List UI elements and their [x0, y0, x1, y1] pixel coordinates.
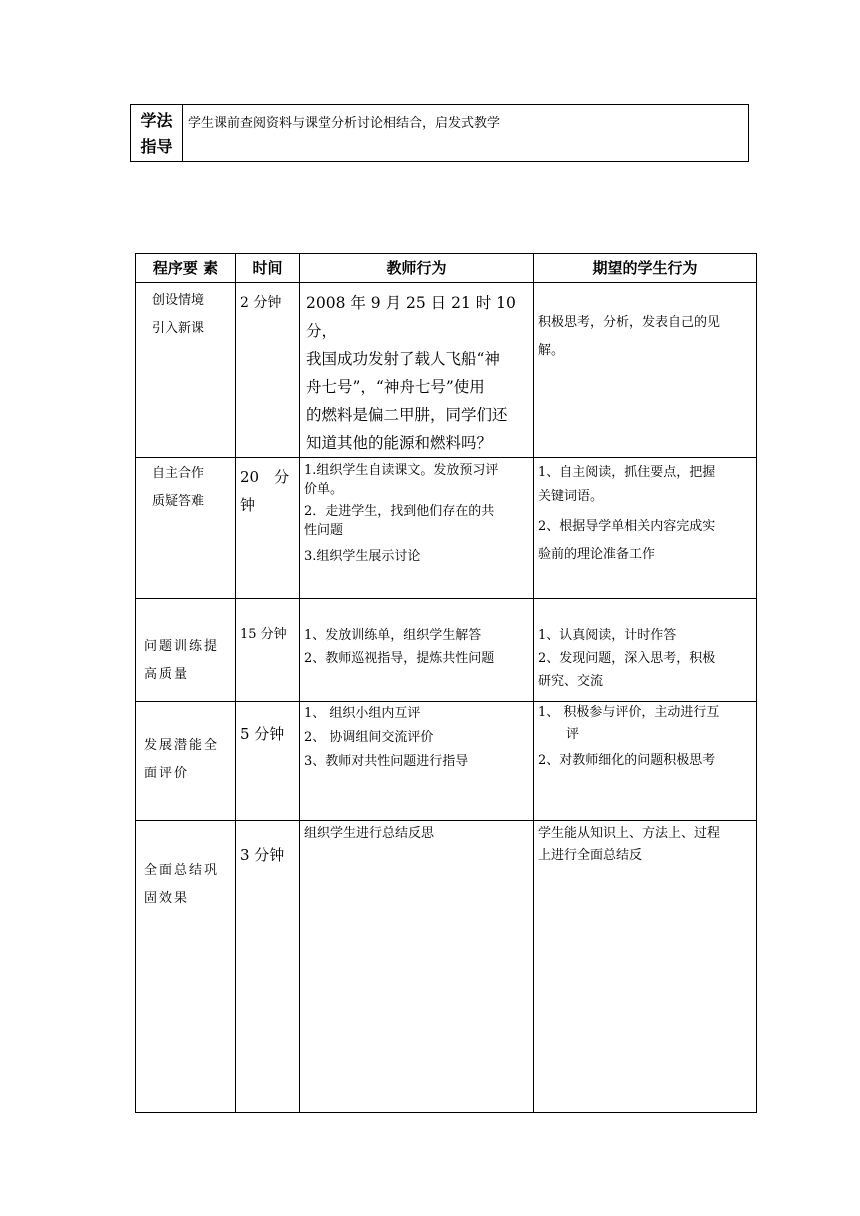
- teacher-behavior-cell: [300, 702, 534, 821]
- stage-line: 固效果: [144, 891, 190, 906]
- teaching-process-table: [135, 253, 757, 1113]
- stage-line: 创设情境: [152, 293, 205, 308]
- time-cell: 5 分钟: [236, 702, 300, 821]
- teacher-line: 3、教师对共性问题进行指导: [304, 754, 469, 769]
- teacher-line: 3.组织学生展示讨论: [304, 549, 421, 564]
- student-line: 解。: [538, 343, 565, 358]
- table-row: [136, 599, 757, 702]
- method-label-line2: 指导: [140, 137, 173, 156]
- time-cell: 3 分钟: [236, 821, 300, 1113]
- stage-line: 面评价: [144, 766, 190, 781]
- time-line: 钟: [240, 496, 256, 514]
- student-line: 1、认真阅读，计时作答: [538, 628, 677, 643]
- teacher-line: 1、 组织小组内互评: [304, 706, 421, 721]
- student-behavior-cell: [534, 702, 757, 821]
- header-teacher-behavior: 教师行为: [300, 254, 534, 283]
- student-line: 验前的理论准备工作: [538, 547, 656, 562]
- teacher-line: 2、教师巡视指导，提炼共性问题: [304, 651, 495, 666]
- teacher-behavior-cell: [300, 821, 534, 1113]
- student-line: 关键词语。: [538, 489, 604, 504]
- stage-line: 引入新课: [152, 321, 205, 336]
- header-time: 时间: [236, 254, 300, 283]
- stage-cell: [136, 599, 236, 702]
- student-line: 积极思考，分析，发表自己的见: [538, 315, 721, 330]
- teacher-behavior-cell: [300, 283, 534, 458]
- student-behavior-cell: [534, 599, 757, 702]
- time-line: 20 分: [240, 468, 290, 486]
- header-row: [136, 254, 757, 283]
- method-label-line1: 学法: [140, 111, 173, 130]
- student-line: 1、 积极参与评价，主动进行互: [538, 705, 720, 720]
- method-guidance-table: [130, 104, 749, 162]
- student-behavior-cell: [534, 283, 757, 458]
- method-guidance-label: [131, 105, 183, 162]
- teacher-line: 组织学生进行总结反思: [304, 826, 435, 841]
- time-cell: 15 分钟: [236, 599, 300, 702]
- stage-line: 全面总结巩: [144, 863, 220, 878]
- student-line: 评: [566, 727, 580, 742]
- student-behavior-cell: [534, 458, 757, 599]
- student-line: 2、发现问题，深入思考，积极: [538, 651, 716, 666]
- time-cell: [236, 458, 300, 599]
- teacher-behavior-cell: [300, 599, 534, 702]
- teacher-line: 舟七号”，“神舟七号”使用: [306, 378, 485, 396]
- stage-line: 高质量: [144, 667, 190, 682]
- table-row: [136, 821, 757, 1113]
- teacher-line: 2、 协调组间交流评价: [304, 730, 434, 745]
- student-behavior-cell: [534, 821, 757, 1113]
- teacher-line: 的燃料是偏二甲肼，同学们还: [306, 406, 508, 424]
- stage-cell: [136, 458, 236, 599]
- teacher-behavior-cell: [300, 458, 534, 599]
- student-line: 2、根据导学单相关内容完成实: [538, 519, 716, 534]
- header-stage: 程序要 素: [136, 254, 236, 283]
- teacher-line: 1、发放训练单，组织学生解答: [304, 628, 482, 643]
- table-row: [136, 458, 757, 599]
- teacher-line: 1.组织学生自读课文。发放预习评: [304, 463, 499, 478]
- student-line: 2、对教师细化的问题积极思考: [538, 753, 716, 768]
- teacher-line: 我国成功发射了载人飞船“神: [306, 350, 500, 368]
- stage-line: 问题训练提: [144, 639, 220, 654]
- stage-line: 发展潜能全: [144, 738, 220, 753]
- stage-line: 自主合作: [152, 466, 205, 481]
- student-line: 学生能从知识上、方法上、过程: [538, 826, 721, 841]
- teacher-line: 2．走进学生，找到他们存在的共: [304, 504, 495, 519]
- student-line: 研究、交流: [538, 674, 604, 689]
- student-line: 1、自主阅读，抓住要点，把握: [538, 465, 716, 480]
- header-student-behavior: 期望的学生行为: [534, 254, 757, 283]
- stage-line: 质疑答难: [152, 494, 205, 509]
- teacher-line: 知道其他的能源和燃料吗？: [306, 434, 493, 452]
- student-line: 上进行全面总结反: [538, 848, 643, 863]
- teacher-line: 价单。: [304, 482, 344, 497]
- stage-cell: [136, 821, 236, 1113]
- table-row: [136, 283, 757, 458]
- time-cell: 2 分钟: [236, 283, 300, 458]
- teacher-line: 2008 年 9 月 25 日 21 时 10 分，: [306, 294, 516, 340]
- table-row: [136, 702, 757, 821]
- method-guidance-content: 学生课前查阅资料与课堂分析讨论相结合，启发式教学: [183, 105, 749, 162]
- stage-cell: [136, 702, 236, 821]
- teacher-line: 性问题: [304, 523, 344, 538]
- stage-cell: [136, 283, 236, 458]
